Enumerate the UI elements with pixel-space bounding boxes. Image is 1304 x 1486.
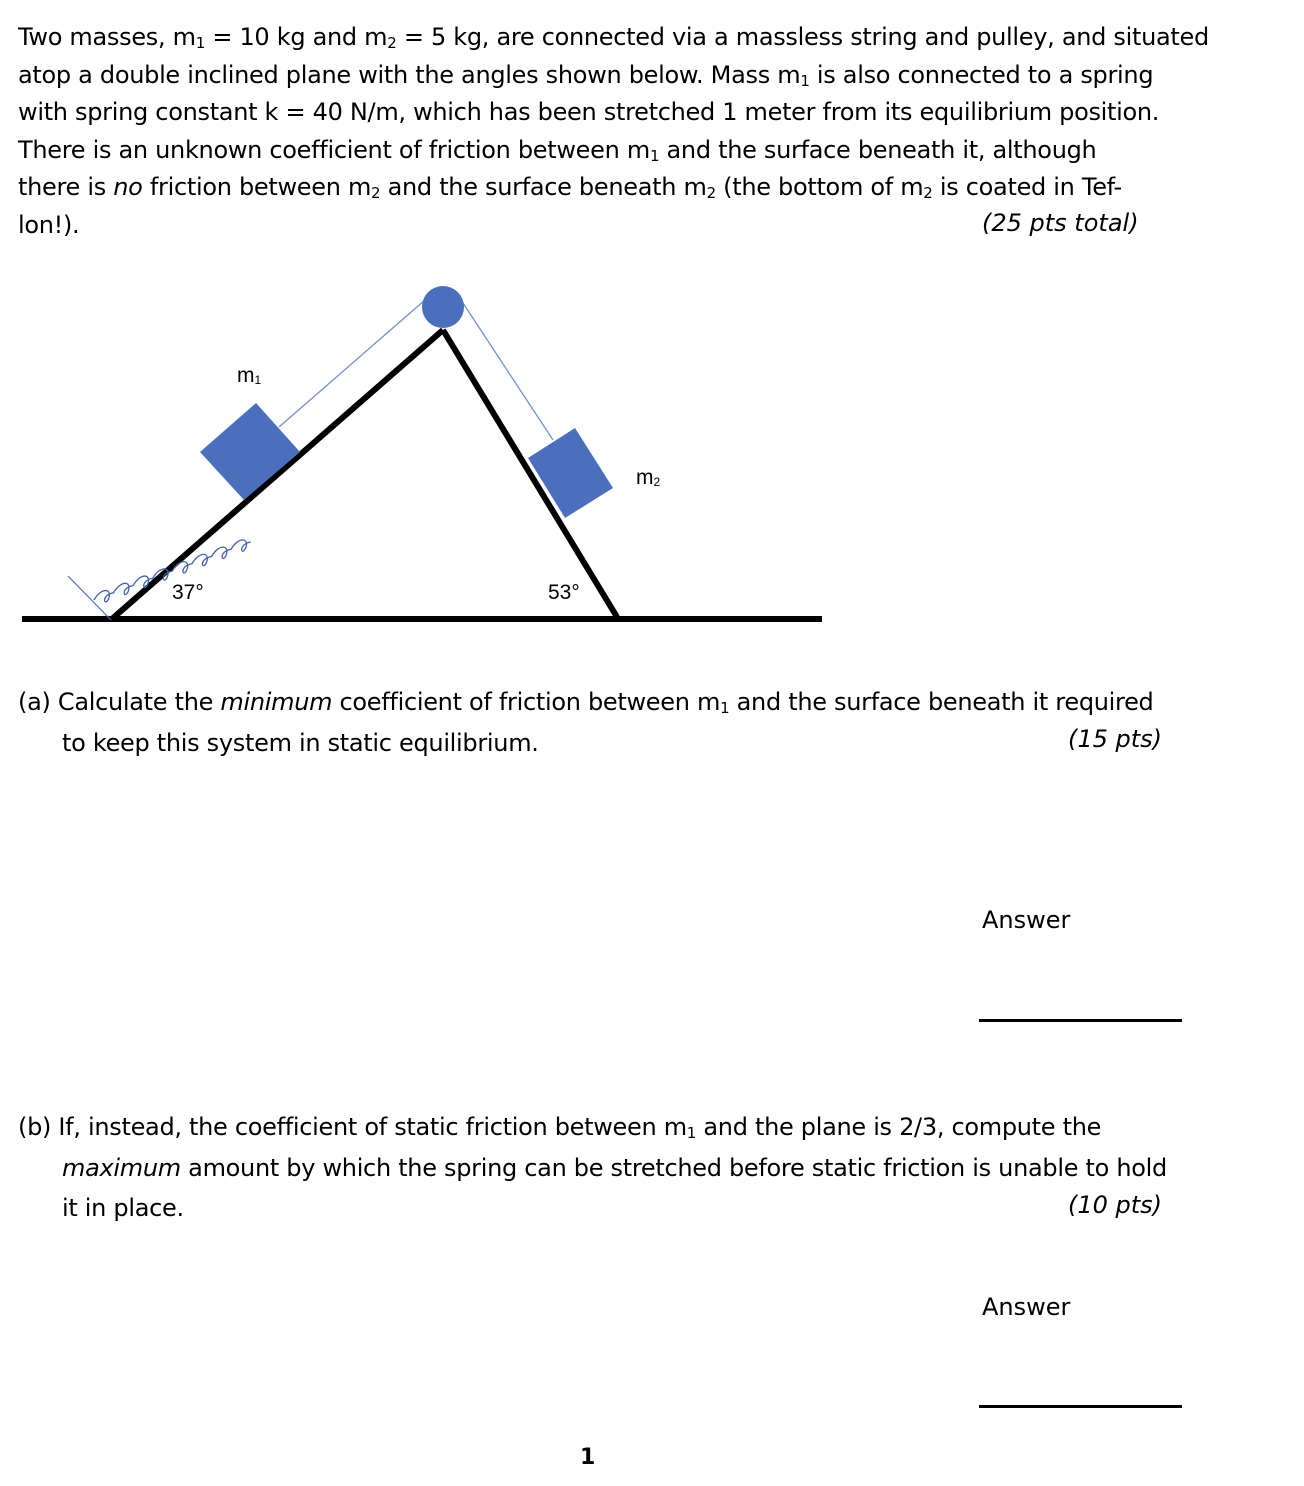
question-a	[18, 682, 1153, 763]
question-b	[18, 1107, 1167, 1229]
answer-b-blank[interactable]	[979, 1405, 1182, 1408]
block-m2	[528, 428, 613, 518]
question-b-line-3: it in place.	[62, 1194, 184, 1222]
question-a-points: (15 pts)	[1068, 725, 1163, 753]
angle-left-label: 37°	[172, 581, 204, 604]
intro-line-5: there is no friction between $m_2$ and the surface beneath $m_2$ (the bottom of $m_2$ is coated in Tef-	[18, 173, 1122, 202]
total-points: (25 pts total)	[982, 209, 1139, 237]
question-a-line-2: to keep this system in static equilibrium.	[62, 728, 539, 757]
page-number: 1	[580, 1445, 596, 1470]
mass1-label: m1	[237, 364, 262, 387]
angle-right-label: 53°	[548, 581, 580, 604]
intro-line-6: lon!).	[18, 210, 80, 239]
block-m1	[200, 403, 300, 500]
answer-b-label: Answer	[982, 1293, 1071, 1321]
string-right	[461, 300, 553, 440]
answer-a-label: Answer	[982, 906, 1071, 934]
question-b-line-1: (b) If, instead, the coefficient of static friction between $m_1$ and the plane is 2/3, compute the	[18, 1113, 1102, 1142]
intro-line-1: Two masses, $m_1 = 10$ kg and $m_2 = 5$ kg, are connected via a massless string and pulley, and situated	[18, 23, 1209, 52]
intro-line-2: atop a double inclined plane with the angles shown below. Mass $m_1$ is also connected to a spring	[18, 60, 1154, 90]
question-a-line-1: (a) Calculate the minimum coefficient of friction between $m_1$ and the surface beneath it required	[18, 688, 1154, 717]
answer-a-blank[interactable]	[979, 1019, 1182, 1022]
double-incline-diagram	[0, 270, 840, 640]
incline-left	[113, 330, 443, 618]
intro-line-4: There is an unknown coefficient of friction between $m_1$ and the surface beneath it, although	[18, 135, 1097, 165]
pulley-icon	[422, 286, 464, 328]
question-b-line-2: maximum amount by which the spring can be stretched before static friction is unable to hold	[62, 1153, 1167, 1182]
mass2-label: m2	[636, 466, 661, 489]
question-b-points: (10 pts)	[1068, 1191, 1163, 1219]
intro-line-3: with spring constant k = 40 N/m, which has been stretched 1 meter from its equilibrium position.	[18, 98, 1160, 126]
